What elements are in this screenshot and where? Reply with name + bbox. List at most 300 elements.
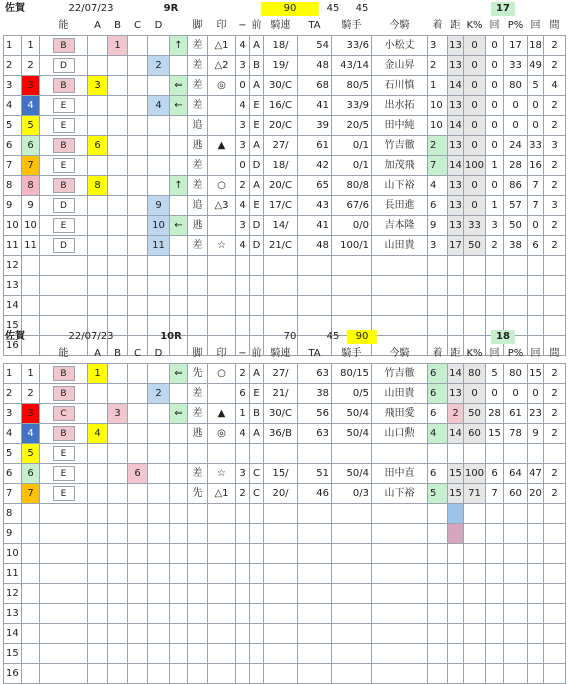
cell-kiren bbox=[264, 504, 298, 524]
cell-kishu: 80/15 bbox=[332, 364, 372, 384]
cell-mark-b bbox=[108, 276, 128, 296]
cell-mark-b bbox=[108, 156, 128, 176]
cell-kai bbox=[486, 604, 504, 624]
cell-waku: 5 bbox=[22, 116, 40, 136]
cell-nou bbox=[40, 584, 88, 604]
cell-mark-c bbox=[128, 56, 148, 76]
cell-kai2: 6 bbox=[528, 236, 544, 256]
table-row[interactable] bbox=[4, 156, 566, 176]
cell-arrow: ⇐ bbox=[170, 76, 188, 96]
table-row[interactable] bbox=[4, 36, 566, 56]
cell-minus bbox=[236, 604, 250, 624]
cell-konki bbox=[372, 296, 428, 316]
cell-kiren bbox=[264, 256, 298, 276]
cell-kiren: 18/ bbox=[264, 36, 298, 56]
cell-konki: 飛田愛 bbox=[372, 404, 428, 424]
cell-mark-c bbox=[128, 664, 148, 684]
cell-kishu: 50/4 bbox=[332, 404, 372, 424]
cell-kiren: 30/C bbox=[264, 404, 298, 424]
cell-waku: 10 bbox=[22, 216, 40, 236]
table-row[interactable] bbox=[4, 216, 566, 236]
cell-k-pct: 0 bbox=[464, 56, 486, 76]
cell-kiren bbox=[264, 544, 298, 564]
cell-kai: 0 bbox=[486, 96, 504, 116]
cell-mark-c bbox=[128, 624, 148, 644]
cell-p-pct: 64 bbox=[504, 464, 528, 484]
cell-aida: 2 bbox=[544, 484, 566, 504]
cell-mae: E bbox=[250, 116, 264, 136]
cell-ta: 54 bbox=[298, 36, 332, 56]
table-row[interactable] bbox=[4, 236, 566, 256]
cell-p-pct: 78 bbox=[504, 424, 528, 444]
cell-shirushi: ○ bbox=[208, 176, 236, 196]
cell-shirushi bbox=[208, 116, 236, 136]
table-row[interactable] bbox=[4, 256, 566, 276]
cell-kiren: 36/B bbox=[264, 424, 298, 444]
cell-k-pct: 0 bbox=[464, 196, 486, 216]
cell-aida bbox=[544, 624, 566, 644]
header-kishu: 騎手 bbox=[341, 20, 362, 31]
header-kiren: 騎連 bbox=[270, 348, 291, 359]
cell-ta: 42 bbox=[298, 156, 332, 176]
cell-row-number: 12 bbox=[4, 584, 22, 604]
cell-nou: B bbox=[40, 384, 88, 404]
cell-kai: 2 bbox=[486, 236, 504, 256]
table-row[interactable] bbox=[4, 296, 566, 316]
cell-konki bbox=[372, 444, 428, 464]
cell-konki bbox=[372, 504, 428, 524]
header-chaku: 着 bbox=[432, 348, 443, 359]
cell-ta: 39 bbox=[298, 116, 332, 136]
cell-mark-b bbox=[108, 176, 128, 196]
cell-kishu bbox=[332, 544, 372, 564]
renka-summary: 90 bbox=[261, 2, 319, 16]
cell-kiren: 14/ bbox=[264, 216, 298, 236]
cell-aida bbox=[544, 564, 566, 584]
cell-k-pct bbox=[464, 564, 486, 584]
cell-kiren bbox=[264, 664, 298, 684]
table-row[interactable] bbox=[4, 524, 566, 544]
cell-chaku bbox=[428, 504, 448, 524]
cell-minus bbox=[236, 524, 250, 544]
header-mae: 前 bbox=[251, 348, 262, 359]
cell-p-pct bbox=[504, 544, 528, 564]
header-kai2: 回 bbox=[530, 20, 541, 31]
header-nou: 能 bbox=[58, 20, 69, 31]
cell-p-pct: 0 bbox=[504, 384, 528, 404]
table-row[interactable] bbox=[4, 464, 566, 484]
cell-arrow bbox=[170, 236, 188, 256]
cell-waku: 1 bbox=[22, 36, 40, 56]
kyori-summary: 17 bbox=[491, 2, 515, 16]
cell-mark-b bbox=[108, 76, 128, 96]
cell-shirushi bbox=[208, 96, 236, 116]
cell-waku bbox=[22, 544, 40, 564]
header-blank bbox=[22, 16, 40, 36]
cell-kishu bbox=[332, 296, 372, 316]
cell-p-pct: 0 bbox=[504, 96, 528, 116]
cell-ta: 48 bbox=[298, 56, 332, 76]
cell-mae: D bbox=[250, 156, 264, 176]
table-row[interactable] bbox=[4, 444, 566, 464]
cell-p-pct bbox=[504, 524, 528, 544]
cell-mark-a bbox=[88, 96, 108, 116]
cell-kishu bbox=[332, 664, 372, 684]
cell-chaku: 6 bbox=[428, 384, 448, 404]
cell-minus: 4 bbox=[236, 236, 250, 256]
cell-row-number: 10 bbox=[4, 544, 22, 564]
cell-mae: B bbox=[250, 404, 264, 424]
cell-mae: D bbox=[250, 236, 264, 256]
table-row[interactable] bbox=[4, 196, 566, 216]
table-row[interactable] bbox=[4, 116, 566, 136]
cell-kishu bbox=[332, 584, 372, 604]
cell-k-pct bbox=[464, 444, 486, 464]
cell-chaku: 9 bbox=[428, 216, 448, 236]
cell-p-pct: 57 bbox=[504, 196, 528, 216]
cell-kai bbox=[486, 624, 504, 644]
cell-row-number: 12 bbox=[4, 256, 22, 276]
cell-chaku: 6 bbox=[428, 364, 448, 384]
race-table-9r bbox=[3, 16, 566, 356]
cell-nou: E bbox=[40, 484, 88, 504]
cell-row-number: 6 bbox=[4, 464, 22, 484]
cell-kyori: 13 bbox=[448, 216, 464, 236]
cell-shirushi bbox=[208, 276, 236, 296]
cell-kai bbox=[486, 584, 504, 604]
cell-mark-b: 3 bbox=[108, 404, 128, 424]
table-row[interactable] bbox=[4, 604, 566, 624]
cell-aida: 2 bbox=[544, 384, 566, 404]
cell-aida bbox=[544, 504, 566, 524]
cell-row-number: 9 bbox=[4, 196, 22, 216]
header-mark-b: B bbox=[114, 20, 121, 31]
header-ta: TA bbox=[308, 348, 321, 359]
cell-kai bbox=[486, 256, 504, 276]
cell-kyaku: 逃 bbox=[188, 424, 208, 444]
cell-mae bbox=[250, 524, 264, 544]
cell-chaku: 6 bbox=[428, 464, 448, 484]
cell-k-pct: 0 bbox=[464, 76, 486, 96]
cell-kyori bbox=[448, 604, 464, 624]
cell-kai: 1 bbox=[486, 196, 504, 216]
table-row[interactable] bbox=[4, 96, 566, 116]
cell-mark-d bbox=[148, 664, 170, 684]
cell-konki: 出水拓 bbox=[372, 96, 428, 116]
cell-kishu: 80/8 bbox=[332, 176, 372, 196]
cell-row-number: 7 bbox=[4, 484, 22, 504]
cell-shirushi bbox=[208, 524, 236, 544]
header-mark-a: A bbox=[94, 20, 101, 31]
cell-kyaku: 差 bbox=[188, 156, 208, 176]
table-row[interactable] bbox=[4, 544, 566, 564]
cell-kai bbox=[486, 544, 504, 564]
cell-kishu: 33/6 bbox=[332, 36, 372, 56]
cell-mark-b bbox=[108, 504, 128, 524]
cell-mark-c bbox=[128, 604, 148, 624]
cell-minus: 4 bbox=[236, 96, 250, 116]
header-mark-d: D bbox=[154, 348, 163, 359]
header-konki: 今騎 bbox=[389, 20, 410, 31]
cell-kyaku bbox=[188, 624, 208, 644]
cell-kai2 bbox=[528, 256, 544, 276]
cell-mark-a: 6 bbox=[88, 136, 108, 156]
cell-mark-a bbox=[88, 484, 108, 504]
table-row[interactable] bbox=[4, 584, 566, 604]
cell-nou bbox=[40, 276, 88, 296]
cell-mark-b bbox=[108, 564, 128, 584]
cell-p-pct: 80 bbox=[504, 364, 528, 384]
table-row[interactable] bbox=[4, 384, 566, 404]
cell-p-pct: 80 bbox=[504, 76, 528, 96]
cell-mark-a: 3 bbox=[88, 76, 108, 96]
cell-mae bbox=[250, 544, 264, 564]
cell-minus: 2 bbox=[236, 176, 250, 196]
table-row[interactable] bbox=[4, 404, 566, 424]
table-row[interactable] bbox=[4, 664, 566, 684]
cell-mark-c bbox=[128, 296, 148, 316]
cell-kyori bbox=[448, 444, 464, 464]
cell-minus bbox=[236, 504, 250, 524]
cell-waku bbox=[22, 604, 40, 624]
cell-mark-c bbox=[128, 424, 148, 444]
cell-kai2: 18 bbox=[528, 36, 544, 56]
cell-arrow bbox=[170, 484, 188, 504]
cell-ta bbox=[298, 664, 332, 684]
table-row[interactable] bbox=[4, 76, 566, 96]
cell-arrow: ⇐ bbox=[170, 364, 188, 384]
cell-mark-a bbox=[88, 384, 108, 404]
cell-p-pct bbox=[504, 664, 528, 684]
cell-konki bbox=[372, 624, 428, 644]
cell-mark-d bbox=[148, 624, 170, 644]
cell-kiren bbox=[264, 624, 298, 644]
cell-arrow bbox=[170, 256, 188, 276]
cell-konki bbox=[372, 664, 428, 684]
cell-konki bbox=[372, 584, 428, 604]
cell-waku: 2 bbox=[22, 384, 40, 404]
cell-kai2 bbox=[528, 544, 544, 564]
cell-chaku bbox=[428, 604, 448, 624]
cell-mark-b bbox=[108, 56, 128, 76]
cell-konki bbox=[372, 524, 428, 544]
table-row[interactable] bbox=[4, 624, 566, 644]
cell-kyori bbox=[448, 276, 464, 296]
cell-waku bbox=[22, 624, 40, 644]
cell-nou: E bbox=[40, 216, 88, 236]
cell-mark-d: 11 bbox=[148, 236, 170, 256]
cell-kishu: 0/0 bbox=[332, 216, 372, 236]
cell-kishu: 43/14 bbox=[332, 56, 372, 76]
cell-mark-d bbox=[148, 564, 170, 584]
cell-mark-b bbox=[108, 444, 128, 464]
cell-minus: 4 bbox=[236, 36, 250, 56]
cell-waku: 6 bbox=[22, 136, 40, 156]
cell-kai2 bbox=[528, 624, 544, 644]
cell-aida: 2 bbox=[544, 96, 566, 116]
cell-konki: 加茂飛 bbox=[372, 156, 428, 176]
cell-kiren: 16/C bbox=[264, 96, 298, 116]
cell-nou: D bbox=[40, 196, 88, 216]
cell-kai2 bbox=[528, 444, 544, 464]
cell-kishu: 0/1 bbox=[332, 156, 372, 176]
table-row[interactable] bbox=[4, 176, 566, 196]
cell-minus bbox=[236, 256, 250, 276]
cell-k-pct: 0 bbox=[464, 116, 486, 136]
header-kai2: 回 bbox=[530, 348, 541, 359]
cell-kyori bbox=[448, 564, 464, 584]
cell-mark-b bbox=[108, 484, 128, 504]
cell-mark-d: 2 bbox=[148, 384, 170, 404]
table-row[interactable] bbox=[4, 424, 566, 444]
table-row[interactable] bbox=[4, 564, 566, 584]
cell-mark-d bbox=[148, 524, 170, 544]
cell-mark-a bbox=[88, 664, 108, 684]
cell-nou: B bbox=[40, 36, 88, 56]
cell-kyaku: 差 bbox=[188, 176, 208, 196]
cell-kiren: 20/C bbox=[264, 116, 298, 136]
cell-mark-a bbox=[88, 564, 108, 584]
cell-kyori bbox=[448, 524, 464, 544]
cell-kai: 15 bbox=[486, 424, 504, 444]
cell-mark-b bbox=[108, 604, 128, 624]
cell-chaku: 10 bbox=[428, 96, 448, 116]
cell-konki: 山口勲 bbox=[372, 424, 428, 444]
cell-konki: 山下裕 bbox=[372, 176, 428, 196]
cell-arrow bbox=[170, 424, 188, 444]
cell-chaku: 2 bbox=[428, 56, 448, 76]
cell-mark-a: 1 bbox=[88, 364, 108, 384]
cell-kyori bbox=[448, 296, 464, 316]
cell-nou bbox=[40, 624, 88, 644]
cell-nou bbox=[40, 256, 88, 276]
cell-kai2: 16 bbox=[528, 156, 544, 176]
cell-kyaku: 差 bbox=[188, 464, 208, 484]
cell-arrow bbox=[170, 564, 188, 584]
cell-mark-d: 2 bbox=[148, 56, 170, 76]
cell-p-pct: 61 bbox=[504, 404, 528, 424]
cell-mae bbox=[250, 584, 264, 604]
cell-kyori: 15 bbox=[448, 464, 464, 484]
cell-shirushi bbox=[208, 384, 236, 404]
cell-nou: B bbox=[40, 176, 88, 196]
cell-mark-b bbox=[108, 424, 128, 444]
cell-mark-d bbox=[148, 276, 170, 296]
cell-aida: 2 bbox=[544, 176, 566, 196]
table-row[interactable] bbox=[4, 136, 566, 156]
table-row[interactable] bbox=[4, 276, 566, 296]
header-mae: 前 bbox=[251, 20, 262, 31]
cell-mark-b bbox=[108, 364, 128, 384]
race-number: 10R bbox=[160, 331, 182, 342]
cell-kai2: 49 bbox=[528, 56, 544, 76]
cell-konki: 山田貴 bbox=[372, 236, 428, 256]
cell-ta bbox=[298, 604, 332, 624]
cell-arrow: ↑ bbox=[170, 36, 188, 56]
race-table-10r bbox=[3, 344, 566, 684]
cell-konki bbox=[372, 256, 428, 276]
table-row[interactable] bbox=[4, 364, 566, 384]
cell-kyaku bbox=[188, 664, 208, 684]
cell-mae bbox=[250, 256, 264, 276]
cell-kai: 0 bbox=[486, 116, 504, 136]
cell-p-pct: 0 bbox=[504, 116, 528, 136]
table-row[interactable] bbox=[4, 484, 566, 504]
cell-p-pct bbox=[504, 256, 528, 276]
cell-aida bbox=[544, 256, 566, 276]
table-row[interactable] bbox=[4, 504, 566, 524]
cell-mark-c bbox=[128, 36, 148, 56]
cell-waku bbox=[22, 664, 40, 684]
cell-kyori bbox=[448, 504, 464, 524]
cell-mark-b bbox=[108, 624, 128, 644]
cell-shirushi bbox=[208, 664, 236, 684]
cell-kyori bbox=[448, 256, 464, 276]
cell-kyori: 13 bbox=[448, 176, 464, 196]
cell-ta: 51 bbox=[298, 464, 332, 484]
cell-arrow bbox=[170, 116, 188, 136]
cell-mark-a bbox=[88, 236, 108, 256]
cell-row-number: 2 bbox=[4, 56, 22, 76]
cell-ta: 38 bbox=[298, 384, 332, 404]
cell-row-number: 15 bbox=[4, 316, 22, 336]
cell-kai2: 5 bbox=[528, 76, 544, 96]
cell-kyori bbox=[448, 664, 464, 684]
cell-mae: A bbox=[250, 36, 264, 56]
cell-mark-c bbox=[128, 364, 148, 384]
cell-ta: 41 bbox=[298, 96, 332, 116]
cell-kai2: 0 bbox=[528, 384, 544, 404]
cell-row-number: 16 bbox=[4, 336, 22, 356]
table-row[interactable] bbox=[4, 56, 566, 76]
cell-aida: 2 bbox=[544, 404, 566, 424]
header-mark-a: A bbox=[94, 348, 101, 359]
cell-k-pct: 100 bbox=[464, 156, 486, 176]
cell-mark-c bbox=[128, 196, 148, 216]
cell-ta: 63 bbox=[298, 424, 332, 444]
cell-kishu: 50/4 bbox=[332, 424, 372, 444]
cell-aida bbox=[544, 296, 566, 316]
cell-kyaku: 差 bbox=[188, 56, 208, 76]
header-blank bbox=[22, 344, 40, 364]
cell-mark-c bbox=[128, 76, 148, 96]
cell-k-pct: 33 bbox=[464, 216, 486, 236]
header-konki: 今騎 bbox=[389, 348, 410, 359]
cell-mae: C bbox=[250, 484, 264, 504]
cell-k-pct: 100 bbox=[464, 464, 486, 484]
cell-nou: E bbox=[40, 156, 88, 176]
cell-kyori: 14 bbox=[448, 424, 464, 444]
cell-shirushi: △2 bbox=[208, 56, 236, 76]
cell-nou: D bbox=[40, 236, 88, 256]
cell-konki: 石川慎 bbox=[372, 76, 428, 96]
cell-shirushi: △1 bbox=[208, 36, 236, 56]
cell-chaku bbox=[428, 584, 448, 604]
cell-kai bbox=[486, 564, 504, 584]
cell-shirushi bbox=[208, 564, 236, 584]
cell-p-pct bbox=[504, 624, 528, 644]
cell-mae: C bbox=[250, 464, 264, 484]
cell-row-number: 1 bbox=[4, 36, 22, 56]
cell-kyori: 15 bbox=[448, 484, 464, 504]
cell-row-number: 14 bbox=[4, 296, 22, 316]
race-header-9r bbox=[3, 2, 545, 16]
cell-arrow bbox=[170, 584, 188, 604]
cell-p-pct: 86 bbox=[504, 176, 528, 196]
cell-mark-b bbox=[108, 236, 128, 256]
cell-kai: 0 bbox=[486, 136, 504, 156]
cell-aida bbox=[544, 444, 566, 464]
